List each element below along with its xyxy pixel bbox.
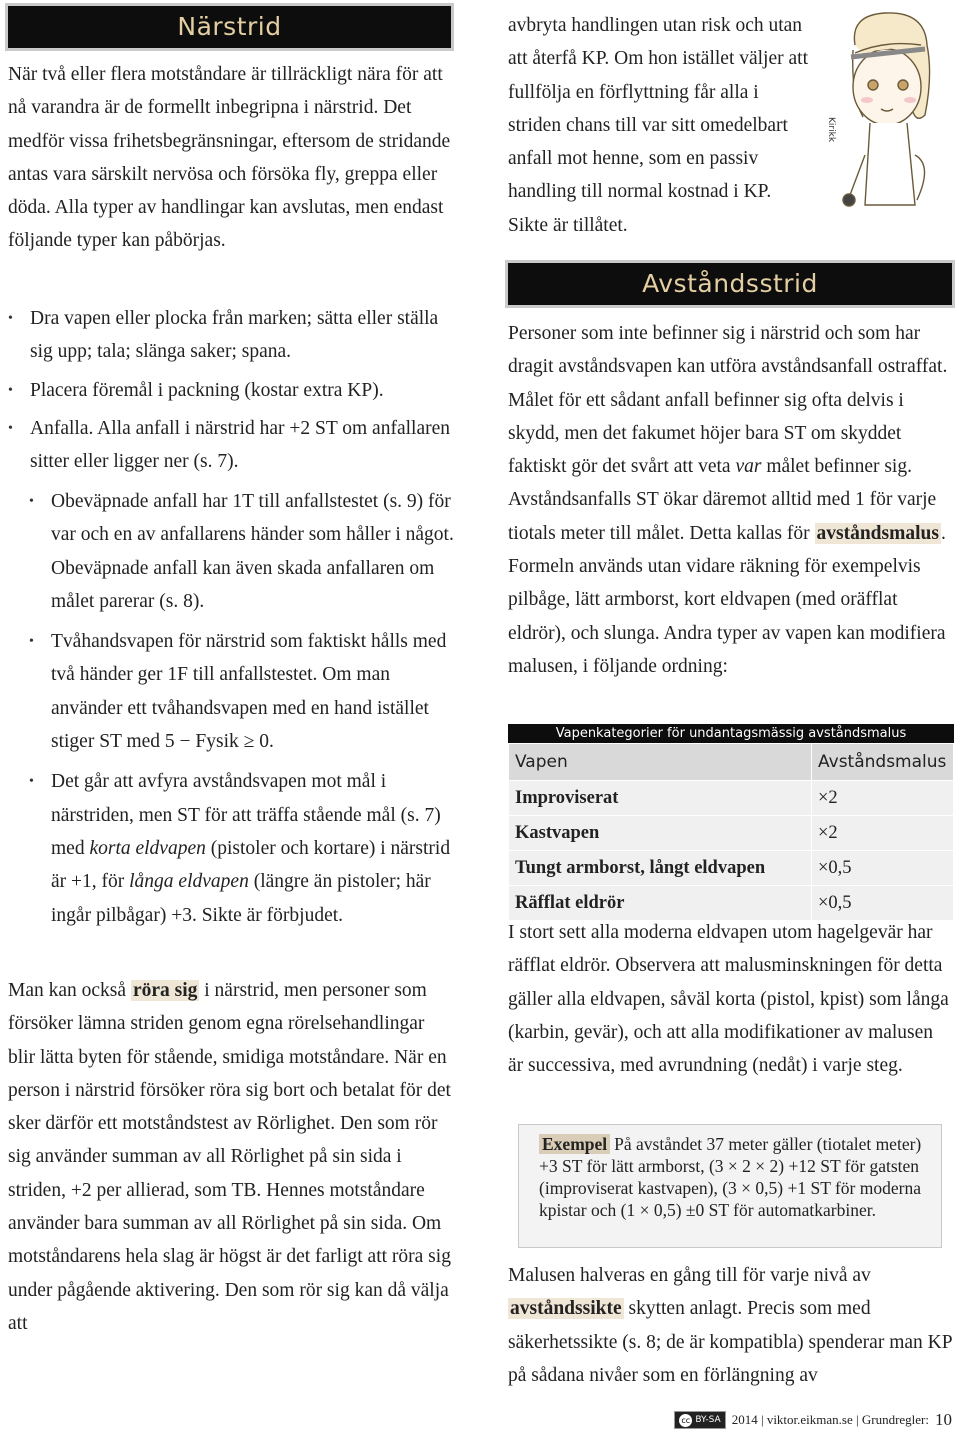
text: målet befinner sig. Avståndsanfalls ST ökar däremot alltid med 1 för varje tiotals meter till målet. Detta kallas för: [508, 456, 937, 544]
term-rora-sig: röra sig: [132, 980, 198, 1001]
term-avstandssikte: avståndssikte: [510, 1298, 622, 1320]
table-caption: Vapenkategorier för undantagsmässig avståndsmalus: [508, 724, 954, 743]
table-cell: Räfflat eldrör: [509, 886, 812, 921]
text: . Formeln används utan vidare räkning för exempelvis pilbåge, lätt armborst, kort eldvapen (med oräfflat eldrör), och slunga. Andra typer av vapen kan modifiera malusen, i följande ordning:: [508, 522, 946, 677]
footer-text: 2014 | viktor.eikman.se | Grundregler:: [731, 1412, 929, 1427]
text: (pistoler och kortare) i närstrid är +1, för: [51, 837, 451, 893]
table-row: [509, 851, 954, 886]
text: (längre än pistoler; här ingår pilbågar) +3. Sikte är förbjudet.: [51, 871, 431, 926]
list-item: • Placera föremål i packning (kostar extra KP).: [30, 374, 455, 407]
term-var: var: [735, 456, 762, 478]
list-item: • Anfalla. Alla anfall i närstrid har +2 ST om anfallaren sitter eller ligger ner (s. 7).: [30, 412, 455, 479]
list-item: • Dra vapen eller plocka från marken; sätta eller ställa sig upp; tala; slänga saker; spana.: [30, 302, 455, 369]
attack-sublist: [51, 485, 456, 932]
example-tag: Exempel: [539, 1134, 610, 1154]
text: Personer som inte befinner sig i närstrid och som har dragit avståndsvapen kan utföra avståndsanfall ostraffat. Målet för ett sådant anfall befinner sig ofta delvis i skydd, men det fakumet höjer bara ST om skyddet faktiskt gör det svårt att veta: [508, 323, 948, 478]
move-paragraph: [8, 974, 451, 1340]
section-heading-narstrid: [8, 6, 451, 48]
table-cell: ×2: [812, 816, 954, 851]
weapon-malus-table: [508, 724, 954, 921]
heading-text: Närstrid: [177, 12, 282, 41]
rifling-paragraph: I stort sett alla moderna eldvapen utom hagelgevär har räfflat eldrör. Observera att malusminskningen för detta gäller alla eldvapen, såväl korta (pistol, kpist) som långa (karbin, gevär), och att alla modifikationer av malusen är successiva, med avrundning (nedåt) i varje steg.: [508, 922, 949, 1077]
action-list: [30, 302, 455, 478]
text: Det går att avfyra avståndsvapen mot mål i närstriden, men ST för att träffa stående mål (s. 7) med: [51, 771, 441, 859]
list-item: • Obeväpnade anfall har 1T till anfallstestet (s. 9) för var och en av anfallarens händer som håller i något. Obeväpnade anfall kan även skada anfallaren om målet parerar (s. 8).: [51, 485, 456, 618]
heading-text: Avståndsstrid: [642, 269, 818, 298]
term-avstandsmalus: avståndsmalus: [816, 522, 939, 544]
text: skytten anlagt. Precis som med säkerhetssikte (s. 8; de är kompatibla) spenderar man KP på sådana nivåer som en förlängning av: [508, 1298, 952, 1386]
table-row: [509, 781, 954, 816]
continued-paragraph: avbryta handlingen utan risk och utan att återfå KP. Om hon istället väljer att fullfölja en förflyttning får alla i striden chans till var sitt omedelbart anfall mot henne, som en passiv handling till normal kostnad i KP. Sikte är tillåtet.: [508, 15, 808, 236]
range-paragraph: [508, 317, 953, 683]
cc-icon: cc: [679, 1414, 692, 1427]
sight-paragraph: [508, 1259, 953, 1392]
table-header-row: [509, 744, 954, 781]
text: Man kan också: [8, 980, 131, 1001]
text: i närstrid, men personer som försöker lämna striden genom egna rörelsehandlingar blir lätta byten för stående, smidiga motståndare. När en person i närstrid försöker röra sig bort och betalat för det sker därför ett motståndstest av Rörlighet. Den som rör sig använder summan av all Rörlighet på sin sida i striden, +2 per allierad, som TB. Hennes motståndare använder bara summan av all Rörlighet på sin sida. Om motståndarens hela slag är högst är det farligt att röra sig under pågående aktivering. Den som rör sig kan då välja att: [8, 980, 451, 1334]
column-header: Vapen: [509, 744, 812, 781]
section-heading-avstandsstrid: [508, 263, 952, 305]
table-cell: Tungt armborst, långt eldvapen: [509, 851, 812, 886]
table-cell: ×2: [812, 781, 954, 816]
table-cell: Improviserat: [509, 781, 812, 816]
table-row: [509, 816, 954, 851]
table-cell: ×0,5: [812, 851, 954, 886]
license-text: BY-SA: [695, 1415, 721, 1425]
intro-paragraph: När två eller flera motståndare är tillräckligt nära för att nå varandra är de formellt inbegripna i närstrid. Det medför vissa frihetsbegränsningar, eftersom de stridande antas vara särskilt nervösa och försöka fly, greppa eller döda. Alla typer av handlingar kan avslutas, men endast följande typer kan påbörjas.: [8, 64, 451, 252]
license-badge: [674, 1411, 725, 1429]
table-cell: ×0,5: [812, 886, 954, 921]
list-item: [51, 765, 456, 931]
text: Malusen halveras en gång till för varje nivå av: [508, 1265, 871, 1286]
list-item: • Tvåhandsvapen för närstrid som faktiskt hålls med två händer ger 1F till anfallstestet. Om man använder ett tvåhandsvapen med en hand istället stiger ST med 5 − Fysik ≥ 0.: [51, 625, 456, 758]
term-korta-eldvapen: korta eldvapen: [89, 837, 206, 859]
term-langa-eldvapen: långa eldvapen: [129, 871, 249, 893]
page-footer: [674, 1410, 952, 1430]
character-illustration: [815, 5, 960, 235]
example-box: [518, 1124, 942, 1248]
example-text: På avståndet 37 meter gäller (tiotalet meter) +3 ST för lätt armborst, (3 × 2 × 2) +12 ST för gatsten (improviserat kastvapen), (3 × 0,5) +1 ST för moderna kpistar och (1 × 0,5) ±0 ST för automatkarbiner.: [539, 1134, 922, 1220]
table-cell: Kastvapen: [509, 816, 812, 851]
illustration-caption: Kirikk: [826, 117, 836, 143]
column-header: Avståndsmalus: [812, 744, 954, 781]
page-number: 10: [935, 1410, 952, 1429]
